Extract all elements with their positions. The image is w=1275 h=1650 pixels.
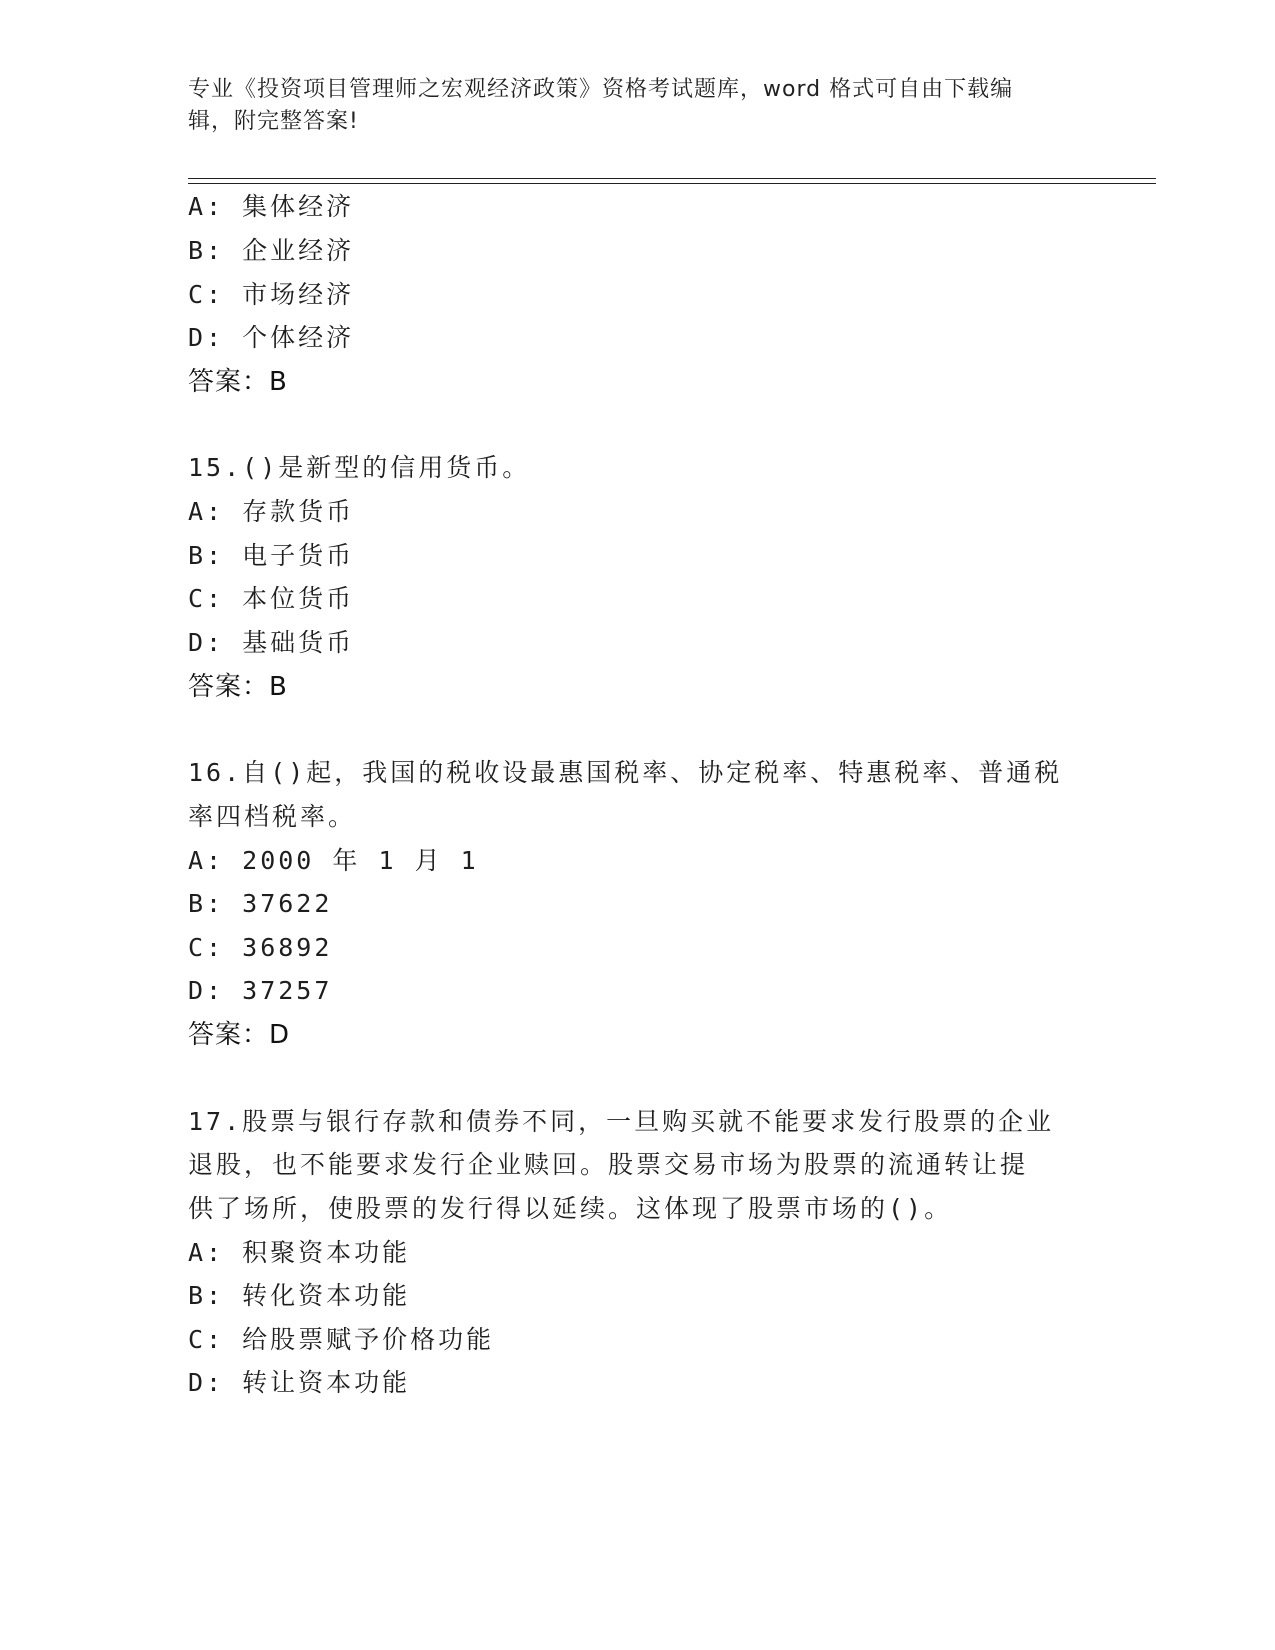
q16-option-c: C: 36892: [188, 933, 333, 962]
q17-question-line-3: 供了场所，使股票的发行得以延续。这体现了股票市场的()。: [188, 1194, 953, 1223]
header-line-1: 专业《投资项目管理师之宏观经济政策》资格考试题库，word 格式可自由下载编: [188, 77, 1014, 102]
q15-answer: 答案：B: [188, 672, 288, 702]
q15-option-c: C: 本位货币: [188, 584, 355, 613]
q14-option-b: B: 企业经济: [188, 236, 355, 265]
q16-question-line-2: 率四档税率。: [188, 802, 357, 831]
q15-option-d: D: 基础货币: [188, 628, 355, 657]
header-divider-bottom: [188, 183, 1156, 184]
q16-option-d: D: 37257: [188, 976, 333, 1005]
q17-option-d: D: 转让资本功能: [188, 1368, 411, 1397]
q17-question-line-2: 退股，也不能要求发行企业赎回。股票交易市场为股票的流通转让提: [188, 1150, 1029, 1179]
document-header: [188, 74, 1068, 138]
q15-option-b: B: 电子货币: [188, 541, 355, 570]
q14-option-d: D: 个体经济: [188, 323, 355, 352]
q16-answer: 答案：D: [188, 1020, 291, 1050]
q14-answer: 答案：B: [188, 367, 288, 397]
q16-question-line-1: 16.自()起，我国的税收设最惠国税率、协定税率、特惠税率、普通税: [188, 758, 1063, 787]
q17-option-c: C: 给股票赋予价格功能: [188, 1325, 495, 1354]
q14-option-c: C: 市场经济: [188, 280, 355, 309]
q17-option-b: B: 转化资本功能: [188, 1281, 411, 1310]
q16-option-a: A: 2000 年 1 月 1: [188, 846, 479, 875]
q17-option-a: A: 积聚资本功能: [188, 1238, 411, 1267]
header-line-2: 辑，附完整答案!: [188, 109, 359, 134]
q14-option-a: A: 集体经济: [188, 192, 355, 221]
q15-option-a: A: 存款货币: [188, 497, 355, 526]
q17-question-line-1: 17.股票与银行存款和债券不同，一旦购买就不能要求发行股票的企业: [188, 1107, 1055, 1136]
q16-option-b: B: 37622: [188, 889, 333, 918]
q15-question: 15.()是新型的信用货币。: [188, 453, 531, 482]
header-divider-top: [188, 178, 1156, 179]
